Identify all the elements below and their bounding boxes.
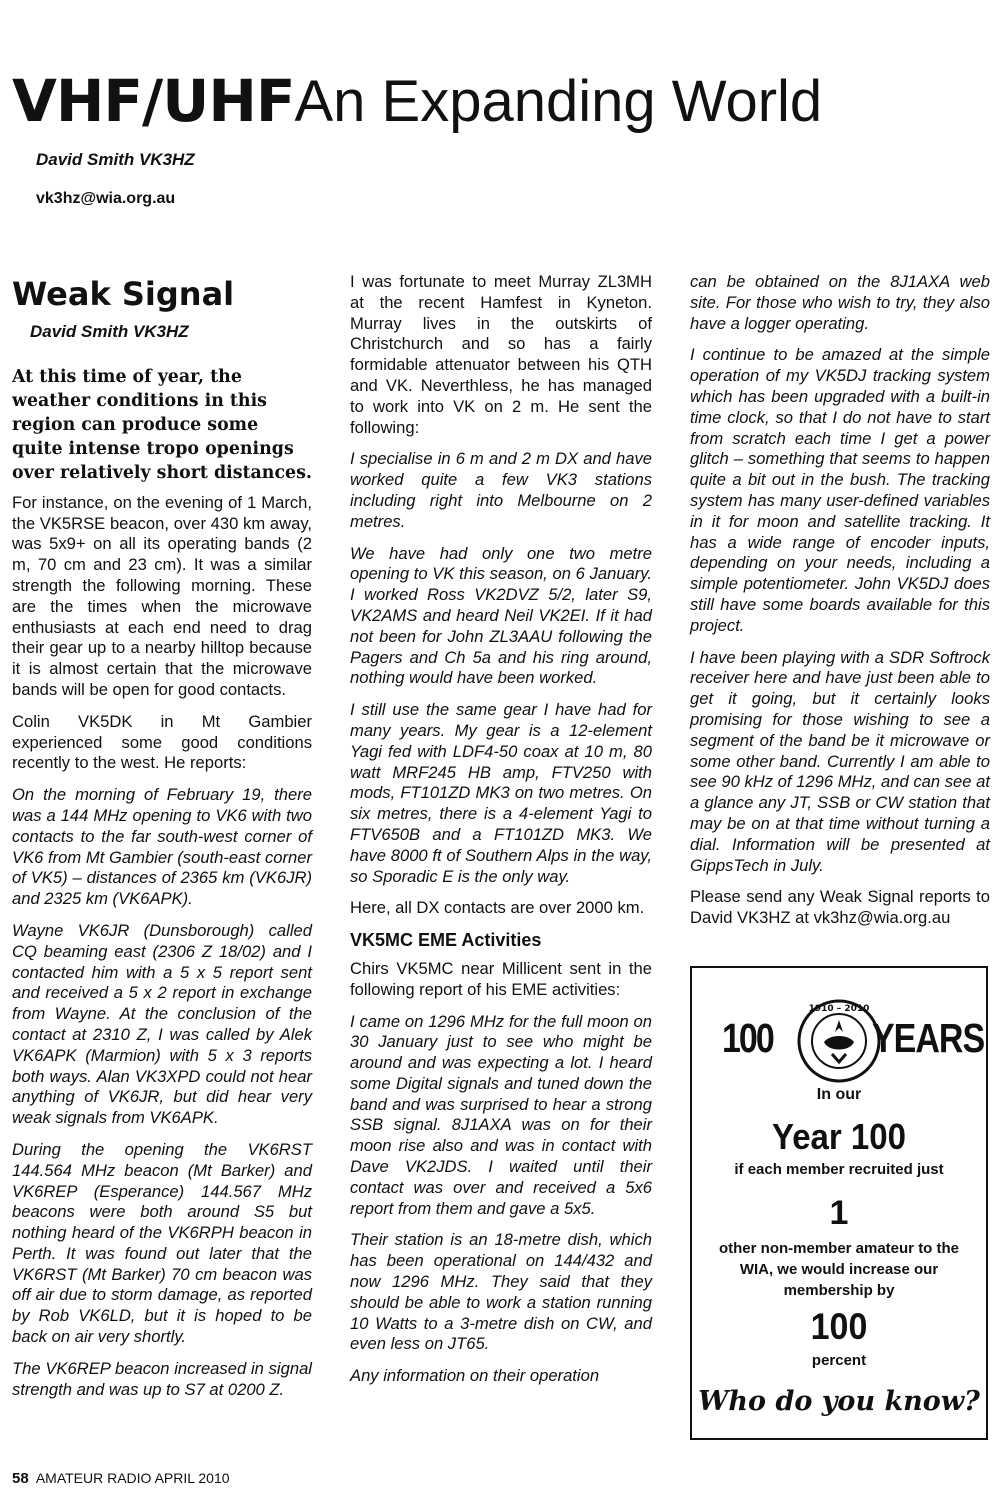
promo-headline: Year 100 (772, 1116, 906, 1157)
paragraph: Chirs VK5MC near Millicent sent in the following report of his EME activities: (350, 958, 652, 999)
paragraph: Please send any Weak Signal reports to David VK3HZ at vk3hz@wia.org.au (690, 887, 990, 928)
author-email: vk3hz@wia.org.au (36, 190, 176, 207)
author-byline: David Smith VK3HZ (36, 150, 195, 169)
page-title (12, 67, 823, 135)
column-2 (350, 272, 652, 1398)
publication-name: AMATEUR RADIO APRIL 2010 (35, 1470, 230, 1486)
logo-number: 100 (722, 1016, 773, 1062)
page-number: 58 (12, 1470, 29, 1487)
paragraph: Here, all DX contacts are over 2000 km. (350, 898, 645, 918)
quote-paragraph: Their station is an 18-metre dish, which has been operational on 144/432 and now 1296 MHz. They said that they should be able to work a station running 10 Watts to a 3-metre dish on CW, and even less on JT65. (350, 1230, 652, 1354)
lead-paragraph: At this time of year, the weather conditions in this region can produce some quite intense tropo openings over relatively short distances. (12, 366, 312, 483)
paragraph: I was fortunate to meet Murray ZL3MH at the recent Hamfest in Kyneton. Murray lives in the outskirts of Christchurch and so has a fairly formidable attenuator between his QTH and VK. Neverthless, he has managed to work into VK on 2 m. He sent the following: (350, 272, 652, 437)
quote-paragraph: I have been playing with a SDR Softrock receiver here and have just been able to get it going, but it certainly looks promising for those wishing to see a segment of the band be it microwave or some other band. Currently I am able to see 90 kHz of 1296 MHz, and can see at a glance any JT, SSB or CW station that may be on at that time without turning a dial. Information will be presented at GippsTech in July. (690, 647, 990, 875)
quote-paragraph: I specialise in 6 m and 2 m DX and have worked quite a few VK3 stations including right into Melbourne on 2 metres. (350, 449, 652, 531)
promo-line: In our (816, 1086, 862, 1103)
promo-line: percent (811, 1352, 867, 1369)
quote-paragraph: We have had only one two metre opening to VK this season, on 6 January. I worked Ross VK2DVZ 5/2, later S9, VK2AMS and heard Neil VK2EI. If it had not been for John ZL3AAU following the Pagers and Ch 5a and his ring around, nothing would have been worked. (350, 543, 652, 688)
paragraph: Colin VK5DK in Mt Gambier experienced some good conditions recently to the west. He reports: (12, 711, 312, 773)
centenary-logo (692, 992, 986, 1078)
section-title: Weak Signal (12, 275, 235, 313)
promo-number: 100 (810, 1306, 868, 1348)
quote-paragraph: I continue to be amazed at the simple operation of my VK5DJ tracking system which has been upgraded with a built-in time clock, so that I do not have to start from scratch each time I get a power glitch – something that seems to happen quite a bit out in the bush. The tracking system has many user-defined variables in it for moon and satellite tracking. It has a wide range of encoder inputs, depending on your needs, including a simple potentiometer. John VK5DJ does still have some boards available for this project. (690, 345, 990, 635)
title-light: An Expanding World (294, 69, 823, 134)
quote-paragraph: The VK6REP beacon increased in signal strength and was up to S7 at 0200 Z. (12, 1358, 312, 1399)
promo-tagline: Who do you know? (698, 1386, 980, 1417)
promo-box (690, 966, 988, 1440)
quote-paragraph: Wayne VK6JR (Dunsborough) called CQ beaming east (2306 Z 18/02) and I contacted him with a 5 x 5 report sent and received a 5 x 2 report in exchange from Wayne. At the conclusion of the contact at 2310 Z, I was called by Alek VK6APK (Marmion) with 5 x 3 reports both ways. Alan VK3XPD could not hear anything of VK6JR, but did hear very weak signals from VK6APK. (12, 920, 312, 1128)
promo-number: 1 (829, 1194, 849, 1232)
quote-paragraph: I still use the same gear I have had for many years. My gear is a 12-element Yagi fed with LDF4-50 coax at 10 m, 80 watt MRF245 HB amp, FTV250 with mods, FT101ZD MK3 on two metres. On six metres, there is a 4-element Yagi to FTV650B and a FT101ZD MK3. We have 8000 ft of Southern Alps in the way, so Sporadic E is the only way. (350, 700, 652, 886)
title-bold: VHF/UHF (12, 67, 295, 135)
section-byline: David Smith VK3HZ (30, 322, 189, 341)
wia-seal-icon (796, 998, 882, 1084)
quote-paragraph: I came on 1296 MHz for the full moon on 30 January just to see who might be around and was expecting a lot. I heard some Digital signals and tuned down the band and was surprised to hear a strong SSB signal. 8J1AXA was on for their moon rise also and was in contact with Dave VK2JDS. I waited until their contact was over and received a 5x6 report from them and gave a 5x5. (350, 1011, 652, 1218)
quote-paragraph: On the morning of February 19, there was a 144 MHz opening to VK6 with two contacts to the far south-west corner of VK6 from Mt Gambier (south-east corner of VK5) – distances of 2365 km (VK6JR) and 2325 km (VK6APK). (12, 785, 312, 909)
quote-paragraph: can be obtained on the 8J1AXA web site. For those who wish to try, they also have a logger operating. (690, 272, 990, 333)
quote-paragraph: Any information on their operation (350, 1366, 600, 1386)
column-1 (12, 272, 312, 1411)
logo-word: YEARS (872, 1016, 985, 1062)
column-3 (690, 272, 990, 940)
subheading: VK5MC EME Activities (350, 930, 542, 951)
paragraph: For instance, on the evening of 1 March, the VK5RSE beacon, over 430 km away, was 5x9+ on all its operating bands (2 m, 70 cm and 23 cm). It was a similar strength the following morning. These are the times when the microwave enthusiasts at each end need to drag their gear up to a nearby hilltop because it is almost certain that the microwave bands will be open for good contacts. (12, 492, 312, 699)
page-footer (12, 1470, 230, 1487)
seal-years: 1910 – 2010 (808, 1004, 870, 1014)
promo-line: if each member recruited just (734, 1161, 944, 1178)
quote-paragraph: During the opening the VK6RST 144.564 MHz beacon (Mt Barker) and VK6REP (Esperance) 144.567 MHz beacons were both around S5 but nothing heard of the VK6RPH beacon in Perth. It was found out later that the VK6RST (Mt Barker) 70 cm beacon was off air due to storm damage, as reported by Rob VK6LD, but it is hoped to be back on air very shortly. (12, 1139, 312, 1347)
promo-line: other non-member amateur to the WIA, we would increase our membership by (718, 1240, 960, 1299)
